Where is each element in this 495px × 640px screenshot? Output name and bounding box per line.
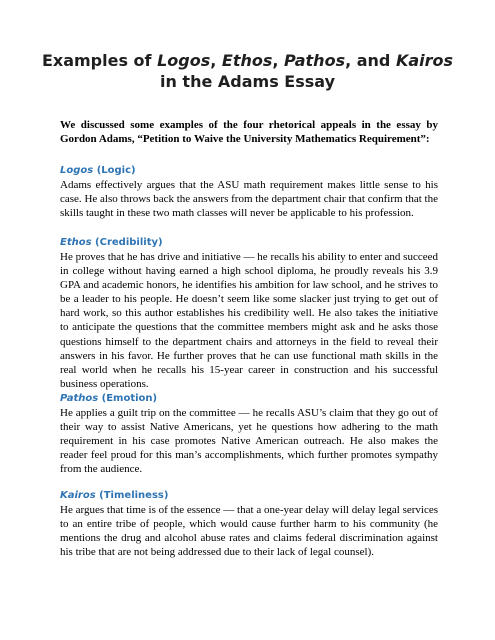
- section-term: Kairos: [60, 490, 96, 501]
- section-heading: [60, 236, 438, 249]
- title-term-kairos: Kairos: [395, 51, 454, 70]
- section-subtitle: (Emotion): [98, 393, 158, 404]
- section-pathos: [60, 392, 438, 476]
- title-line-2: in the Adams Essay: [159, 72, 335, 91]
- title-term-pathos: Pathos: [284, 51, 346, 70]
- title-term-ethos: Ethos: [221, 51, 273, 70]
- section-body: He applies a guilt trip on the committee — he recalls ASU’s claim that they go out of their way to assist Native Americans, yet he questions how adhering to the math requirement in his case promotes Native American outreach. He also makes the reader feel proud for this man’s accomplishments, which further promotes sympathy from the audience.: [60, 407, 438, 476]
- section-term: Ethos: [60, 237, 92, 248]
- section-ethos: [60, 236, 438, 391]
- title-separator: ,: [272, 51, 285, 70]
- section-kairos: [60, 489, 438, 559]
- section-logos: [60, 164, 438, 220]
- section-body: He proves that he has drive and initiative — he recalls his ability to enter and succeed in college without having earned a high school diploma, he proudly reveals his 3.9 GPA and academic honors, he identifies his ambition for law school, and he strives to be a leader to his people. He doesn’t seem like some slacker just trying to get out of hard work, so this author establishes his credibility well. He also takes the initiative to anticipate the questions that the committee members might ask and he asks those questions himself to the department chairs and attorneys in the field to reveal their answers in his favor. He further proves that he can use functional math skills in the real world when he recalls his 15-year career in construction and his successful business operations.: [60, 251, 438, 390]
- section-subtitle: (Timeliness): [95, 490, 169, 501]
- section-subtitle: (Logic): [93, 165, 136, 176]
- title-line-1: [0, 50, 495, 71]
- document-title: [0, 50, 495, 92]
- title-prefix: Examples of: [41, 51, 158, 70]
- section-heading: [60, 392, 438, 405]
- section-heading: [60, 489, 438, 502]
- section-body: He argues that time is of the essence — that a one-year delay will delay legal services to an entire tribe of people, which would cause further harm to his community (he mentions the drug and alcohol abuse rates and claims federal discrimination against his tribe that are not being addressed due to their lack of legal counsel).: [60, 504, 438, 559]
- title-separator: ,: [210, 51, 222, 70]
- section-term: Logos: [60, 165, 94, 176]
- section-subtitle: (Credibility): [91, 237, 163, 248]
- section-body: Adams effectively argues that the ASU math requirement makes little sense to his case. He also throws back the answers from the department chair that confirm that the skills taught in these two math classes will never be applicable to his profession.: [60, 179, 438, 220]
- title-term-logos: Logos: [157, 51, 211, 70]
- intro-paragraph: We discussed some examples of the four rhetorical appeals in the essay by Gordon Adams, “Petition to Waive the University Mathematics Requirement”:: [60, 119, 438, 145]
- section-term: Pathos: [60, 393, 99, 404]
- section-heading: [60, 164, 438, 177]
- title-separator: , and: [345, 51, 396, 70]
